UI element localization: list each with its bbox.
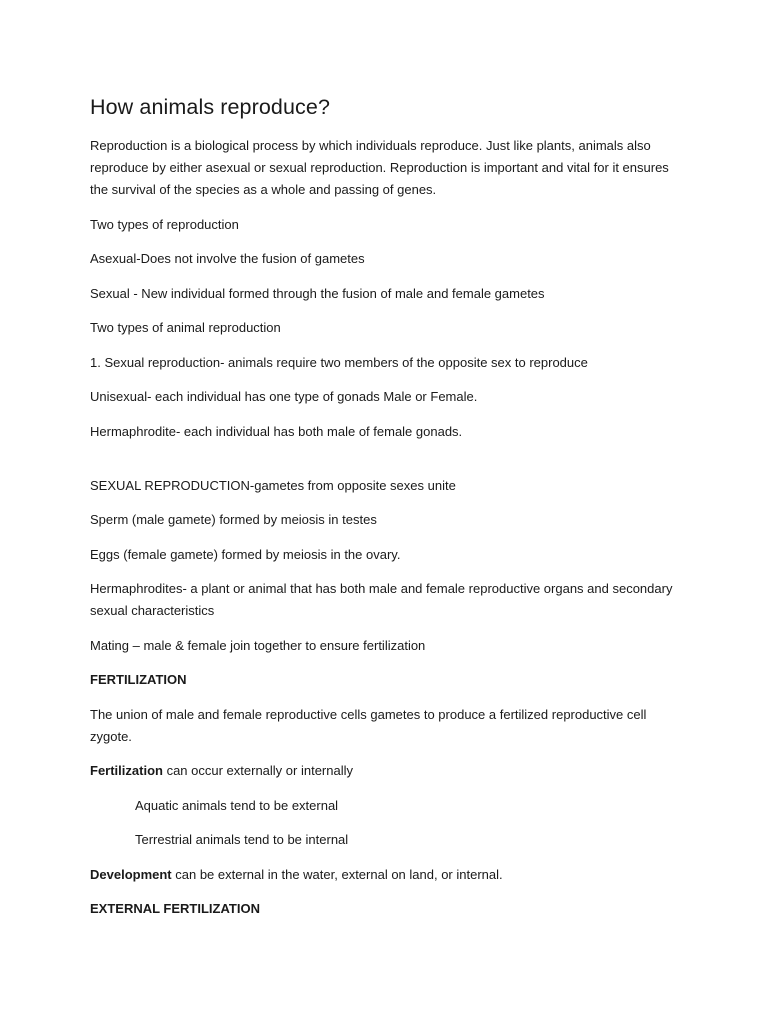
unisexual-definition: Unisexual- each individual has one type of gonads Male or Female.	[90, 389, 478, 404]
development-rest: can be external in the water, external on land, or internal.	[171, 866, 503, 882]
fertilization-definition: The union of male and female reproductive cells gametes to produce a fertilized reproductive cell zygote.	[90, 706, 647, 744]
mating-definition: Mating – male & female join together to ensure fertilization	[90, 637, 426, 653]
aquatic-item: Aquatic animals tend to be external	[135, 797, 339, 813]
fertilization-heading: FERTILIZATION	[90, 672, 187, 687]
fertilization-sentence	[90, 760, 682, 782]
sperm-definition: Sperm (male gamete) formed by meiosis in testes	[90, 512, 377, 527]
terrestrial-item: Terrestrial animals tend to be internal	[135, 832, 349, 847]
external-fertilization-heading: EXTERNAL FERTILIZATION	[90, 901, 260, 916]
fertilization-rest: can occur externally or internally	[162, 763, 353, 778]
development-sentence	[90, 864, 682, 886]
intro-paragraph: Reproduction is a biological process by which individuals reproduce. Just like plants, animals also reproduce by either asexual or sexual reproduction. Reproduction is important and vital for it ensures the survival of the species as a whole and passing of genes.	[90, 138, 669, 197]
sexual-reproduction-heading: SEXUAL REPRODUCTION-gametes from opposite sexes unite	[90, 477, 456, 493]
eggs-definition: Eggs (female gamete) formed by meiosis in the ovary.	[90, 546, 401, 562]
development-term: Development	[90, 866, 172, 882]
document-body	[90, 92, 682, 933]
asexual-definition: Asexual-Does not involve the fusion of gametes	[90, 251, 365, 266]
sexual-reproduction-item: 1. Sexual reproduction- animals require two members of the opposite sex to reproduce	[90, 354, 588, 370]
hermaphrodites-paragraph: Hermaphrodites- a plant or animal that has both male and female reproductive organs and secondary sexual characteristics	[90, 581, 673, 618]
sexual-definition: Sexual - New individual formed through the fusion of male and female gametes	[90, 285, 545, 301]
types-heading: Two types of reproduction	[90, 216, 239, 232]
fertilization-term: Fertilization	[90, 763, 163, 778]
hermaphrodite-definition: Hermaphrodite- each individual has both male of female gonads.	[90, 423, 463, 439]
animal-types-heading: Two types of animal reproduction	[90, 320, 281, 335]
page-title: How animals reproduce?	[90, 95, 331, 119]
